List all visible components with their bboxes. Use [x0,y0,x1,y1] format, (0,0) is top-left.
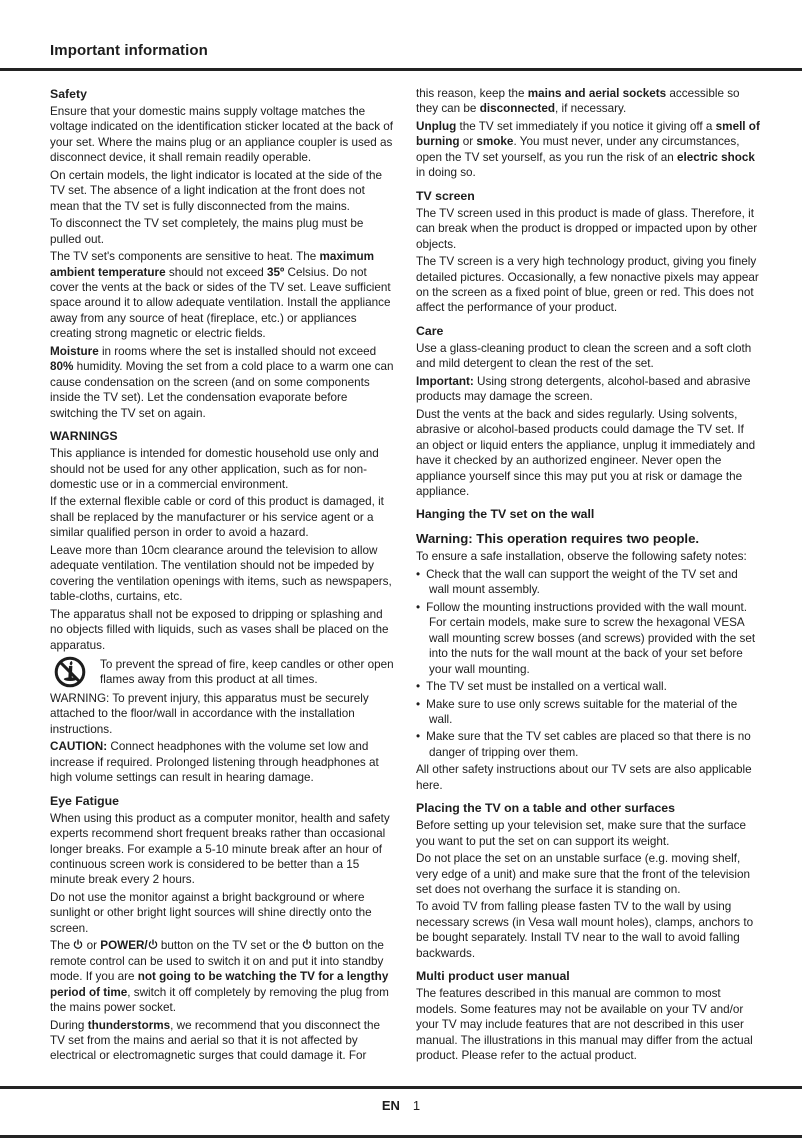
power-icon [148,939,158,950]
paragraph [416,374,760,405]
text-segment: smell of burning [416,119,760,149]
paragraph [50,890,394,936]
page-number-line [0,1089,802,1135]
text-segment: in rooms where the set is installed should not exceed [98,344,377,358]
text-segment: or [83,939,101,953]
text-segment: To ensure a safe installation, observe the following safety notes: [416,550,747,564]
text-segment: Moisture [50,344,99,358]
text-segment: If the external flexible cable or cord of this product is damaged, it shall be replaced by the manufacturer or his service agent or a similar qualified person in order to avoid a hazard. [50,495,384,540]
text-segment: Make sure to use only screws suitable for the material of the wall. [426,697,738,726]
text-segment: Connect headphones with the volume set low and increase if required. Prolonged listening through headphones at high volume settings can result in hearing damage. [50,740,379,785]
text-segment: WARNING: To prevent injury, this apparatus must be securely attached to the floor/wall in accordance with the installation instructions. [50,691,369,736]
paragraph [416,818,760,849]
text-segment: maximum ambient temperature [50,250,375,279]
text-segment: smoke [476,135,514,149]
text-segment: Check that the wall can support the weight of the TV set and wall mount assembly. [426,567,738,597]
text-segment: Follow the mounting instructions provided with the wall mount. For certain models, make sure to screw the hexagonal VESA wall mounting screw bosses (and screws) provided with the set into the nuts for the wall mount at the back of your set before your wall mounting. [426,600,756,676]
paragraph [50,446,394,492]
safety-note [50,655,394,689]
paragraph [50,691,394,737]
text-segment: should not exceed [165,265,267,279]
paragraph [50,938,394,1015]
text-segment: the TV set immediately if you notice it giving off a [456,119,716,133]
paragraph [416,206,760,252]
text-segment: The TV screen is a very high technology product, giving you finely detailed pictures. Occasionally, a few nonactive pixels may appear on the screen as a fixed point of blue, green or red. This does not affect the performance of your product. [416,255,759,315]
text-segment: thunderstorms [87,1018,171,1032]
text-segment: To disconnect the TV set completely, the mains plug must be pulled out. [50,217,364,246]
paragraph [416,407,760,500]
text-segment: humidity. Moving the set from a cold place to a warm one can cause condensation on the screen (and on some components inside the TV set). Let the condensation evaporate before switching the TV set on again. [50,360,394,420]
paragraph [416,119,760,181]
text-segment: Do not place the set on an unstable surface (e.g. moving shelf, very edge of a unit) and make sure that the front of the television set does not overhang the surface it is standing on. [416,852,750,897]
power-icon [302,939,312,950]
paragraph [50,344,394,421]
language-label: EN [381,1098,400,1113]
text-segment: Unplug [416,119,457,133]
text-segment: 35º [266,265,285,279]
warning-heading: Warning: This operation requires two people. [416,531,700,547]
paragraph [416,549,760,564]
text-segment: or [459,135,477,149]
text-segment: CAUTION: [50,740,108,754]
power-icon [73,939,83,950]
section-heading: Hanging the TV set on the wall [416,507,595,522]
paragraph [416,899,760,961]
section-heading: WARNINGS [50,429,118,444]
text-segment: button on the remote control can be used to switch it on and put it into standby mode. If you are [50,939,384,984]
text-segment: Leave more than 10cm clearance around the television to allow adequate ventilation. The ventilation should not be impeded by covering the ventilation openings with items, such as newspapers, table-cloths, curtains, etc. [50,543,392,604]
text-segment: , if necessary. [555,102,627,116]
paragraph [50,104,394,166]
section-heading: TV screen [416,188,475,203]
text-segment: in doing so. [416,166,476,180]
paragraph [50,1018,394,1064]
text-segment: button on the TV set or the [157,939,303,953]
paragraph [50,739,394,785]
page-title: Important information [50,42,208,59]
section-heading: Placing the TV on a table and other surfaces [416,801,675,816]
text-segment: During [50,1018,88,1032]
bullet-item [416,567,760,598]
paragraph [416,86,760,117]
no-open-flames-icon [50,655,90,689]
text-segment: Ensure that your domestic mains supply voltage matches the voltage indicated on the identification sticker located at the back of your set. Where the mains plug or an appliance coupler is used as disconnect device, it shall remain readily operable. [50,105,394,165]
paragraph [50,543,394,605]
section-heading: Eye Fatigue [50,793,120,808]
paragraph [416,762,760,793]
paragraph [50,168,394,214]
text-segment: On certain models, the light indicator is located at the side of the TV set. The absence of a light indication at the front does not mean that the TV set is fully disconnected from the mains. [50,168,382,213]
text-segment: The apparatus shall not be exposed to dripping or splashing and no objects filled with liquids, such as vases shall be placed on the apparatus. [50,607,389,652]
bullet-item [416,729,760,760]
section-heading: Safety [50,87,87,101]
bullet-item [416,600,760,677]
text-segment: Celsius. Do not cover the vents at the back or sides of the TV set. Leave sufficient space around it to allow adequate ventilation. Install the appliance away from any source of heat (fireplace, etc.) or appliances creating strong magnetic or electric fields. [50,265,391,341]
text-segment: The TV set's components are sensitive to heat. The [50,250,320,264]
paragraph [416,851,760,897]
text-segment: Make sure that the TV set cables are placed so that there is no danger of tripping over them. [426,730,751,759]
paragraph [50,494,394,540]
text-segment: 80% [50,360,74,374]
paragraph [416,254,760,316]
text-segment: this reason, keep the [416,87,528,100]
text-segment: Dust the vents at the back and sides regularly. Using solvents, abrasive or alcohol-based products could damage the TV set. If an object or liquid enters the appliance, unplug it immediately and have it checked by an authorized engineer. Never open the appliance yourself since this may put you at risk or damage the appliance. [416,407,756,498]
paragraph [50,607,394,653]
paragraph [416,986,760,1063]
text-segment: disconnected [479,102,556,116]
text-segment: The TV screen used in this product is made of glass. Therefore, it can break when the product is dropped or impacted upon by other objects. [416,206,758,251]
paragraph [50,249,394,342]
paragraph [50,216,394,247]
page-footer [0,1086,802,1138]
page-number: 1 [412,1098,421,1113]
text-segment: The [50,939,74,953]
text-segment: Before setting up your television set, make sure that the surface you want to put the set on can support its weight. [416,819,747,848]
text-segment: To avoid TV from falling please fasten TV to the wall by using necessary screws (in Vesa wall mount holes), clamps, anchors to be bought separately. Install TV near to the wall to avoid falling backwards. [416,900,754,960]
text-segment: To prevent the spread of fire, keep candles or other open flames away from this product at all times. [100,657,394,686]
text-segment: , switch it off completely by removing the plug from the mains power socket. [50,985,389,1015]
text-segment: When using this product as a computer monitor, health and safety experts recommend short frequent breaks rather than occasional longer breaks. For example a 5-10 minute break after an hour of continuous screen work is considered to be better than a 15 minute break every 2 hours. [50,811,390,887]
text-segment: Important: [416,374,474,388]
text-segment: Use a glass-cleaning product to clean the screen and a soft cloth and mild detergent to clean the rest of the set. [416,341,752,371]
text-segment: Do not use the monitor against a bright background or where sunlight or other bright light sources will shine directly onto the screen. [50,890,372,935]
text-segment: mains and aerial sockets [527,87,667,100]
text-segment: accessible so they can be [416,87,740,116]
text-segment: The features described in this manual are common to most models. Some features may not be available on your TV and/or your TV may include features that are not described in this user manual. The illustrations in this manual may differ from the actual product. Please refer to the actual product. [416,987,753,1063]
safety-note-text [100,657,394,688]
text-segment: not going to be watching the TV for a lengthy period of time [50,970,389,999]
text-segment: , we recommend that you disconnect the TV set from the mains and aerial so that it is not affected by electrical or electromagnetic surges that could damage it. For [50,1018,381,1063]
paragraph [50,811,394,888]
text-segment: This appliance is intended for domestic household use only and should not be used for any other application, such as for non-domestic use or in a commercial environment. [50,447,379,491]
text-segment: The TV set must be installed on a vertical wall. [426,680,667,694]
text-segment: . You must never, under any circumstances, open the TV set yourself, as you run the risk of an [416,135,740,164]
bullet-item [416,697,760,728]
paragraph [416,341,760,372]
bullet-item [416,679,760,694]
text-segment: POWER/ [100,939,148,953]
section-heading: Multi product user manual [416,969,570,984]
section-heading: Care [416,323,444,338]
left-column [50,86,394,1071]
text-segment: All other safety instructions about our TV sets are also applicable here. [416,763,752,792]
text-segment: electric shock [676,150,755,164]
manual-page-body [0,71,802,1071]
text-segment: Using strong detergents, alcohol-based and abrasive products may damage the screen. [416,374,751,404]
right-column [416,86,760,1071]
